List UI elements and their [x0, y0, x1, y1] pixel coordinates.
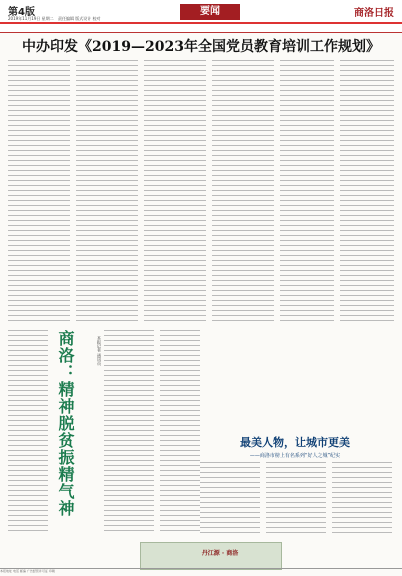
feature-title: 最美人物，让城市更美: [240, 436, 350, 449]
feature-column-2: [266, 462, 326, 537]
middle-left-text: [160, 330, 200, 535]
paper-logo: 商洛日报: [354, 8, 394, 19]
advertisement-text: 丹江源 · 商洛: [201, 550, 239, 557]
article-column-2: [76, 60, 138, 325]
green-feature-byline: 本报记者 通讯员: [97, 336, 102, 366]
left-column-text: [8, 330, 48, 535]
feature-column-3: [332, 462, 392, 537]
section-label: 要闻: [180, 4, 240, 20]
article-column-4: [212, 60, 274, 325]
green-feature-title: 商洛：精神脱贫振精气神: [56, 330, 75, 517]
editor-line: 责任编辑 版式设计 校对: [58, 16, 101, 21]
article-column-3: [144, 60, 206, 325]
green-feature-text: [104, 330, 154, 535]
footer: 本报地址 电话 邮编 广告经营许可证 印刷: [0, 568, 402, 576]
divider: [0, 22, 402, 24]
article-column-1: [8, 60, 70, 325]
page-number: 第4版: [8, 7, 35, 18]
article-column-5: [280, 60, 334, 325]
feature-column-1: [200, 462, 260, 537]
date-line: 2019年11月19日 星期二: [8, 16, 54, 21]
feature-subtitle: ——商洛市榜上有名系列“好人之城”纪实: [249, 453, 341, 459]
article-column-6: [340, 60, 394, 325]
main-headline: 中办印发《2019—2023年全国党员教育培训工作规划》: [22, 39, 380, 55]
